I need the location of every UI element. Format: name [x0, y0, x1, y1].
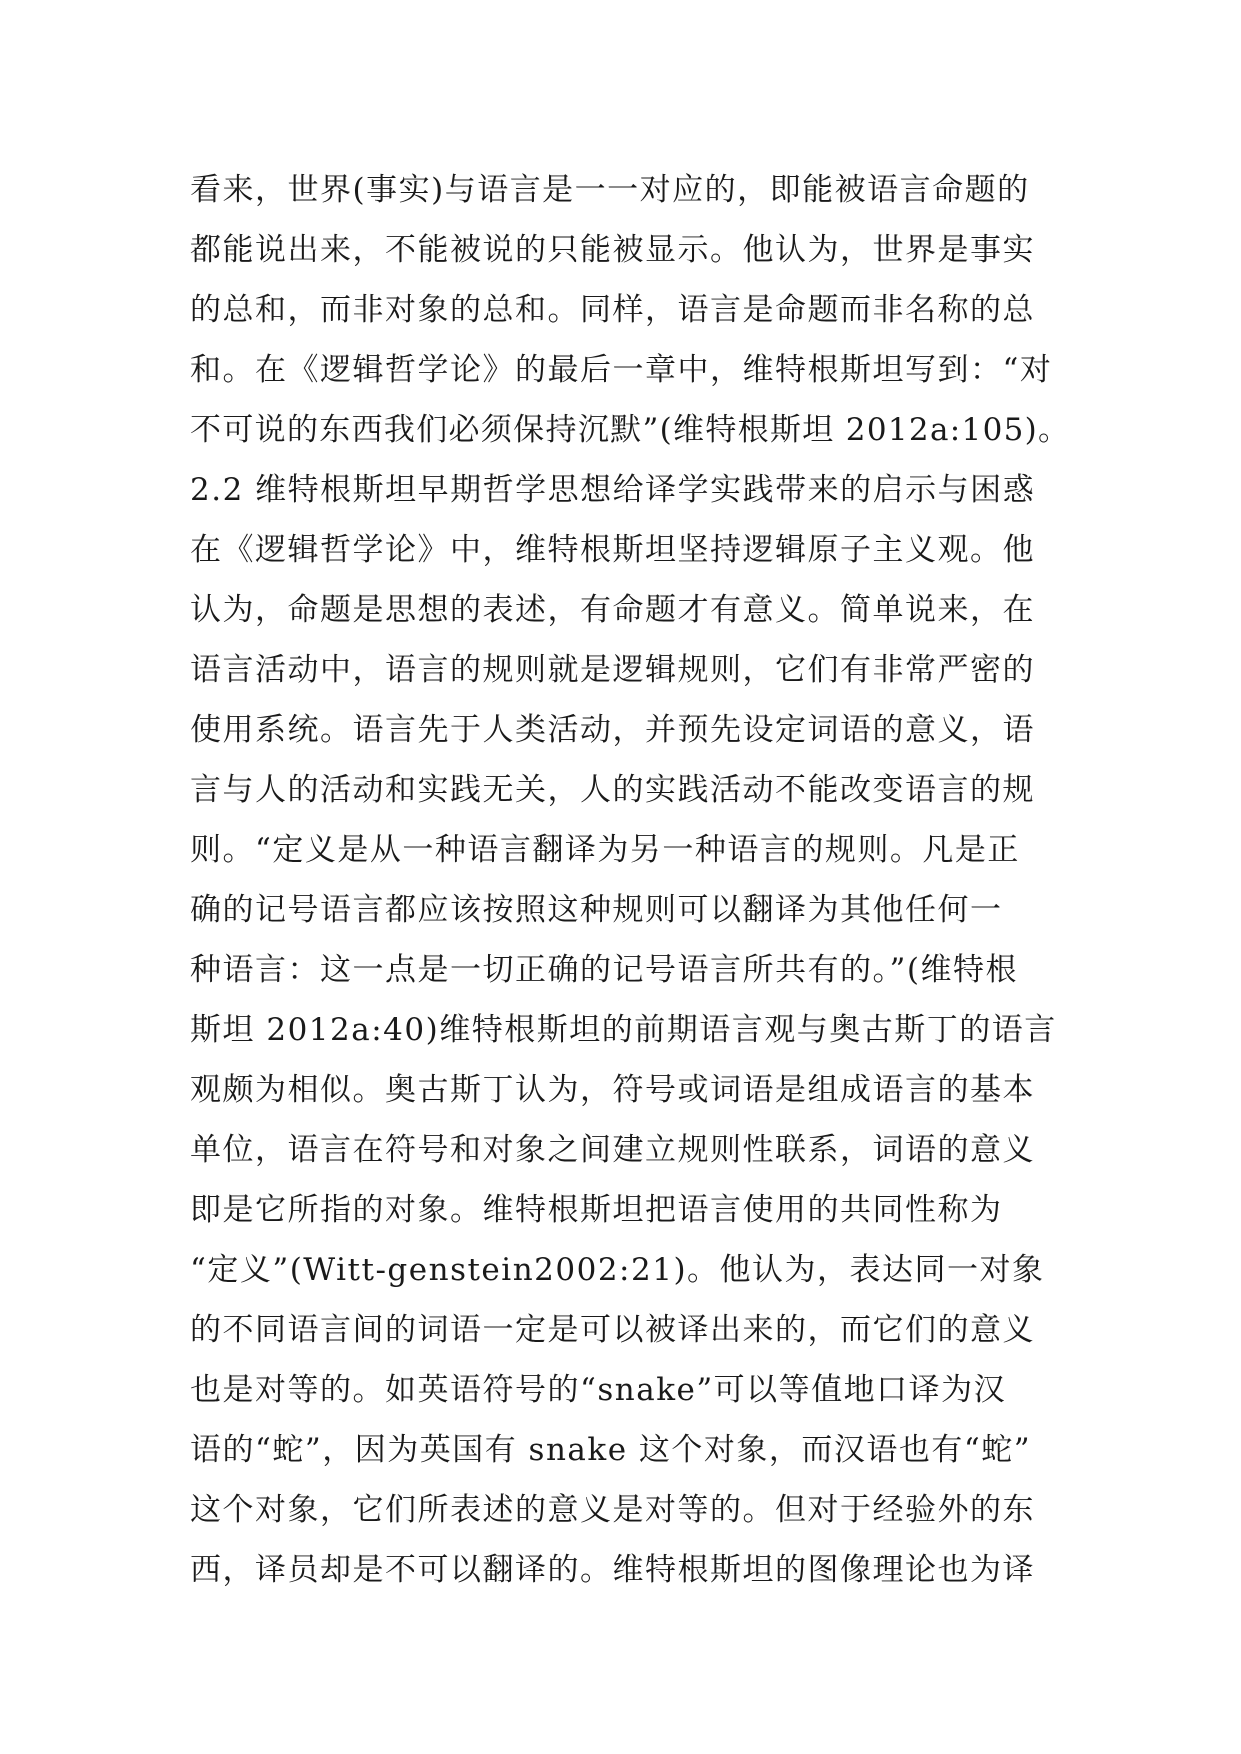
section-heading: 2.2 维特根斯坦早期哲学思想给译学实践带来的启示与困惑: [190, 472, 1036, 508]
text-line: 言与人的活动和实践无关，人的实践活动不能改变语言的规: [190, 772, 1035, 808]
text-line: 则。“定义是从一种语言翻译为另一种语言的规则。凡是正: [190, 832, 1020, 868]
text-line: 不可说的东西我们必须保持沉默”(维特根斯坦 2012a:105)。: [190, 412, 1071, 448]
text-line: 观颇为相似。奥古斯丁认为，符号或词语是组成语言的基本: [190, 1072, 1035, 1108]
text-line: 语言活动中，语言的规则就是逻辑规则，它们有非常严密的: [190, 652, 1035, 688]
body-text: [190, 160, 1070, 1600]
text-line: 都能说出来，不能被说的只能被显示。他认为，世界是事实: [190, 232, 1035, 268]
text-line: 西，译员却是不可以翻译的。维特根斯坦的图像理论也为译: [190, 1552, 1035, 1588]
text-line: “定义”(Witt-genstein2002:21)。他认为，表达同一对象: [190, 1252, 1045, 1288]
text-line: 斯坦 2012a:40)维特根斯坦的前期语言观与奥古斯丁的语言: [190, 1012, 1057, 1048]
text-line: 的总和，而非对象的总和。同样，语言是命题而非名称的总: [190, 292, 1035, 328]
text-line: 种语言：这一点是一切正确的记号语言所共有的。”(维特根: [190, 952, 1018, 988]
text-line: 单位，语言在符号和对象之间建立规则性联系，词语的意义: [190, 1132, 1035, 1168]
text-line: 和。在《逻辑哲学论》的最后一章中，维特根斯坦写到：“对: [190, 352, 1053, 388]
text-line: 语的“蛇”，因为英国有 snake 这个对象，而汉语也有“蛇”: [190, 1432, 1032, 1468]
text-line: 即是它所指的对象。维特根斯坦把语言使用的共同性称为: [190, 1192, 1003, 1228]
text-line: 这个对象，它们所表述的意义是对等的。但对于经验外的东: [190, 1492, 1035, 1528]
text-line: 看来，世界(事实)与语言是一一对应的，即能被语言命题的: [190, 172, 1030, 208]
text-line: 确的记号语言都应该按照这种规则可以翻译为其他任何一: [190, 892, 1003, 928]
text-line: 的不同语言间的词语一定是可以被译出来的，而它们的意义: [190, 1312, 1035, 1348]
text-line: 认为，命题是思想的表述，有命题才有意义。简单说来，在: [190, 592, 1035, 628]
text-line: 在《逻辑哲学论》中，维特根斯坦坚持逻辑原子主义观。他: [190, 532, 1035, 568]
text-line: 使用系统。语言先于人类活动，并预先设定词语的意义，语: [190, 712, 1035, 748]
text-line: 也是对等的。如英语符号的“snake”可以等值地口译为汉: [190, 1372, 1007, 1408]
